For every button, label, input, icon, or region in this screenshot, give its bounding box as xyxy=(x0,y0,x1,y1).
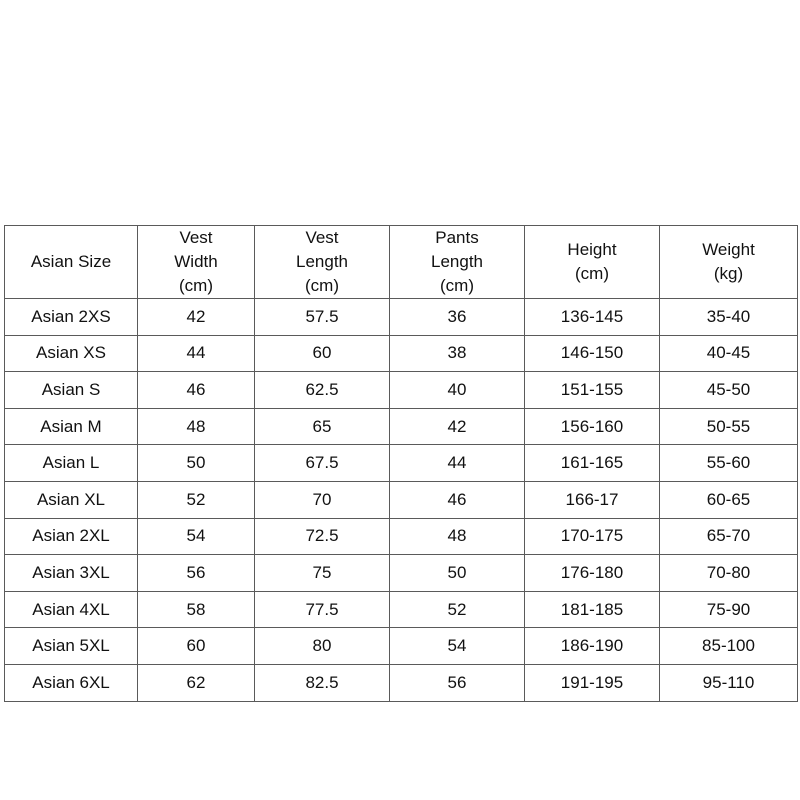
cell-size: Asian 3XL xyxy=(5,555,138,592)
cell-vest-length: 77.5 xyxy=(255,591,390,628)
table-row xyxy=(5,518,798,555)
table-row xyxy=(5,555,798,592)
cell-pants-length: 54 xyxy=(390,628,525,665)
header-row xyxy=(5,226,798,299)
cell-vest-width: 60 xyxy=(138,628,255,665)
cell-weight: 35-40 xyxy=(660,299,798,336)
cell-pants-length: 50 xyxy=(390,555,525,592)
cell-size: Asian 2XL xyxy=(5,518,138,555)
table-row xyxy=(5,335,798,372)
cell-pants-length: 52 xyxy=(390,591,525,628)
cell-size: Asian 4XL xyxy=(5,591,138,628)
cell-weight: 85-100 xyxy=(660,628,798,665)
cell-height: 136-145 xyxy=(525,299,660,336)
header-vest-width xyxy=(138,226,255,299)
cell-size: Asian 2XS xyxy=(5,299,138,336)
header-text-line: (cm) xyxy=(575,264,609,283)
cell-height: 186-190 xyxy=(525,628,660,665)
cell-size: Asian XL xyxy=(5,481,138,518)
cell-vest-width: 50 xyxy=(138,445,255,482)
cell-pants-length: 46 xyxy=(390,481,525,518)
cell-vest-width: 48 xyxy=(138,408,255,445)
table-row xyxy=(5,445,798,482)
cell-vest-width: 58 xyxy=(138,591,255,628)
cell-vest-width: 56 xyxy=(138,555,255,592)
cell-pants-length: 56 xyxy=(390,664,525,701)
cell-vest-length: 80 xyxy=(255,628,390,665)
cell-height: 151-155 xyxy=(525,372,660,409)
cell-weight: 40-45 xyxy=(660,335,798,372)
header-text-line: Vest xyxy=(179,228,213,247)
header-text-line: (kg) xyxy=(713,264,744,283)
header-text-line: Length xyxy=(431,252,483,271)
table-row xyxy=(5,628,798,665)
cell-size: Asian S xyxy=(5,372,138,409)
header-text-line: Asian Size xyxy=(30,252,112,271)
cell-weight: 60-65 xyxy=(660,481,798,518)
cell-vest-length: 57.5 xyxy=(255,299,390,336)
cell-pants-length: 38 xyxy=(390,335,525,372)
cell-pants-length: 36 xyxy=(390,299,525,336)
cell-weight: 75-90 xyxy=(660,591,798,628)
header-weight xyxy=(660,226,798,299)
cell-vest-length: 72.5 xyxy=(255,518,390,555)
header-size xyxy=(5,226,138,299)
cell-height: 176-180 xyxy=(525,555,660,592)
cell-vest-length: 70 xyxy=(255,481,390,518)
cell-height: 166-17 xyxy=(525,481,660,518)
table-row xyxy=(5,664,798,701)
cell-vest-length: 82.5 xyxy=(255,664,390,701)
cell-weight: 95-110 xyxy=(660,664,798,701)
cell-size: Asian 5XL xyxy=(5,628,138,665)
cell-vest-length: 67.5 xyxy=(255,445,390,482)
table-row xyxy=(5,372,798,409)
header-text-line: (cm) xyxy=(179,276,213,295)
header-text-line: Height xyxy=(567,240,617,259)
cell-height: 156-160 xyxy=(525,408,660,445)
cell-size: Asian M xyxy=(5,408,138,445)
cell-weight: 70-80 xyxy=(660,555,798,592)
cell-vest-length: 62.5 xyxy=(255,372,390,409)
header-text-line: Weight xyxy=(702,240,755,259)
size-chart-header xyxy=(5,226,798,299)
cell-vest-width: 54 xyxy=(138,518,255,555)
table-row xyxy=(5,591,798,628)
cell-vest-length: 60 xyxy=(255,335,390,372)
cell-size: Asian 6XL xyxy=(5,664,138,701)
cell-vest-width: 46 xyxy=(138,372,255,409)
header-pants-length xyxy=(390,226,525,299)
header-text-line: (cm) xyxy=(440,276,474,295)
table-row xyxy=(5,299,798,336)
cell-size: Asian XS xyxy=(5,335,138,372)
cell-vest-length: 75 xyxy=(255,555,390,592)
header-text-line: (cm) xyxy=(305,276,339,295)
size-chart-table xyxy=(4,225,798,702)
cell-vest-width: 42 xyxy=(138,299,255,336)
cell-weight: 55-60 xyxy=(660,445,798,482)
table-row xyxy=(5,408,798,445)
header-text-line: Pants xyxy=(435,228,479,247)
cell-height: 191-195 xyxy=(525,664,660,701)
cell-height: 146-150 xyxy=(525,335,660,372)
cell-pants-length: 48 xyxy=(390,518,525,555)
size-chart-body xyxy=(5,299,798,702)
header-text-line: Vest xyxy=(305,228,339,247)
header-text-line: Width xyxy=(174,252,218,271)
table-row xyxy=(5,481,798,518)
cell-height: 170-175 xyxy=(525,518,660,555)
cell-weight: 50-55 xyxy=(660,408,798,445)
cell-height: 181-185 xyxy=(525,591,660,628)
header-text-line: Length xyxy=(296,252,348,271)
cell-weight: 65-70 xyxy=(660,518,798,555)
cell-size: Asian L xyxy=(5,445,138,482)
cell-height: 161-165 xyxy=(525,445,660,482)
cell-vest-length: 65 xyxy=(255,408,390,445)
cell-pants-length: 44 xyxy=(390,445,525,482)
cell-weight: 45-50 xyxy=(660,372,798,409)
cell-vest-width: 44 xyxy=(138,335,255,372)
header-vest-length xyxy=(255,226,390,299)
cell-vest-width: 62 xyxy=(138,664,255,701)
cell-pants-length: 40 xyxy=(390,372,525,409)
header-height xyxy=(525,226,660,299)
cell-pants-length: 42 xyxy=(390,408,525,445)
cell-vest-width: 52 xyxy=(138,481,255,518)
